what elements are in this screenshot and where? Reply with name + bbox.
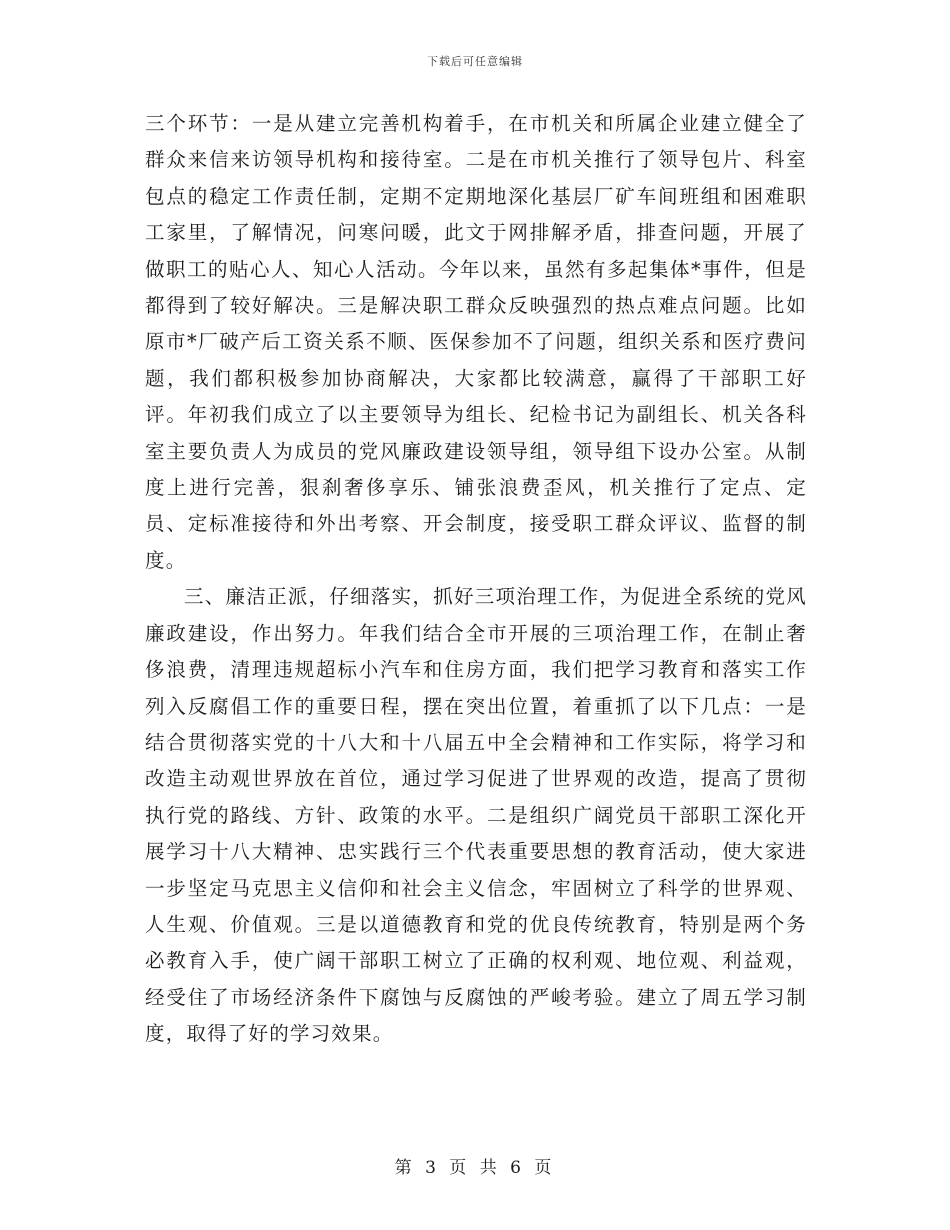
page-number: 第 3 页 共 6 页 xyxy=(394,1158,556,1178)
body-paragraph-1: 三个环节：一是从建立完善机构着手，在市机关和所属企业建立健全了群众来信来访领导机构和接待室。二是在市机关推行了领导包片、科室包点的稳定工作责任制，定期不定期地深化基层厂矿车间班组和困难职工家里，了解情况，问寒问暖，此文于网排解矛盾，排查问题，开展了做职工的贴心人、知心人活动。今年以来，虽然有多起集体*事件，但是都得到了较好解决。三是解决职工群众反映强烈的热点难点问题。比如原市*厂破产后工资关系不顺、医保参加不了问题，组织关系和医疗费问题，我们都积极参加协商解决，大家都比较满意，赢得了干部职工好评。年初我们成立了以主要领导为组长、纪检书记为副组长、机关各科室主要负责人为成员的党风廉政建设领导组，领导组下设办公室。从制度上进行完善，狠刹奢侈享乐、铺张浪费歪风，机关推行了定点、定员、定标准接待和外出考察、开会制度，接受职工群众评议、监督的制度。 xyxy=(145,112,807,572)
page-header: 下载后可任意编辑 xyxy=(427,55,523,68)
body-paragraph-2: 三、廉洁正派，仔细落实，抓好三项治理工作，为促进全系统的党风廉政建设，作出努力。年我们结合全市开展的三项治理工作，在制止奢侈浪费，清理违规超标小汽车和住房方面，我们把学习教育和落实工作列入反腐倡工作的重要日程，摆在突出位置，着重抓了以下几点：一是结合贯彻落实党的十八大和十八届五中全会精神和工作实际，将学习和改造主动观世界放在首位，通过学习促进了世界观的改造，提高了贯彻执行党的路线、方针、政策的水平。二是组织广阔党员干部职工深化开展学习十八大精神、忠实践行三个代表重要思想的教育活动，使大家进一步坚定马克思主义信仰和社会主义信念，牢固树立了科学的世界观、人生观、价值观。三是以道德教育和党的优良传统教育，特别是两个务必教育入手，使广阔干部职工树立了正确的权利观、地位观、利益观，经受住了市场经济条件下腐蚀与反腐蚀的严峻考验。建立了周五学习制度，取得了好的学习效果。 xyxy=(145,585,807,1046)
document-body xyxy=(145,106,807,1053)
